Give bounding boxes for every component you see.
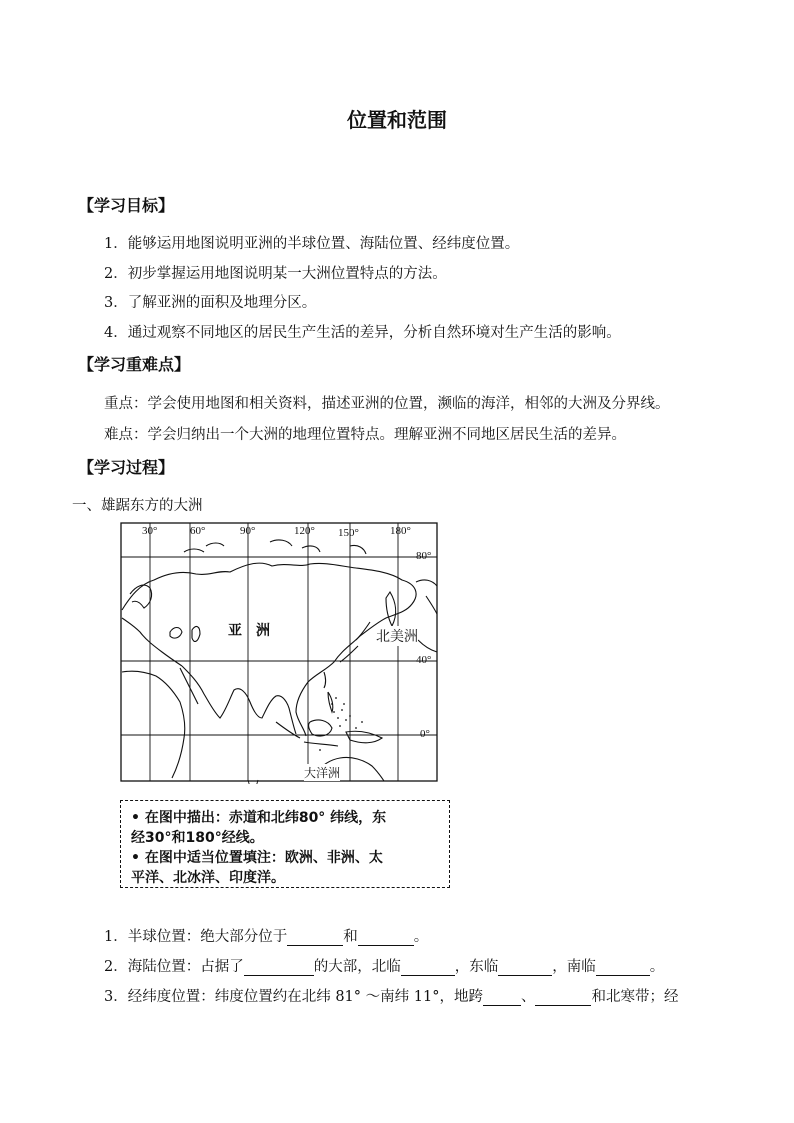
- question-text: 。: [649, 959, 665, 975]
- answer-blank[interactable]: [498, 959, 552, 976]
- graticule: [121, 523, 437, 781]
- longitude-label: 120°: [294, 525, 315, 537]
- question-text: 、: [520, 989, 536, 1005]
- archipelago-dots: [319, 697, 363, 751]
- question-text: 2．海陆位置：占据了: [104, 959, 244, 975]
- longitude-label: 180°: [390, 525, 411, 537]
- objective-item: 3．了解亚洲的面积及地理分区。: [104, 295, 317, 311]
- question-text: ，南临: [552, 959, 596, 975]
- question-text: 3．经纬度位置：纬度位置约在北纬 81° ～南纬 11°，地跨: [104, 989, 483, 1005]
- question-text: 和北寒带；经: [591, 989, 679, 1005]
- keypoints-heading: 【学习重难点】: [78, 355, 191, 374]
- longitude-label: 30°: [142, 525, 158, 537]
- keypoint-item: 难点：学会归纳出一个大洲的地理位置特点。理解亚洲不同地区居民生活的差异。: [104, 427, 626, 443]
- question-text: ，东临: [454, 959, 499, 975]
- answer-blank[interactable]: [358, 929, 414, 946]
- asia-map: [120, 522, 438, 782]
- question-text: 的大部，北临: [313, 959, 401, 975]
- latitude-label: 40°: [416, 654, 432, 666]
- longitude-label: 60°: [190, 525, 206, 537]
- longitude-label: 150°: [338, 527, 359, 539]
- callout-line: • 在图中描出：赤道和北纬80° 纬线，东: [131, 810, 387, 826]
- oceania-label: 大洋洲: [304, 766, 341, 780]
- longitude-label: 90°: [240, 525, 256, 537]
- page-title: 位置和范围: [347, 108, 447, 132]
- callout-line: • 在图中适当位置填注：欧洲、非洲、太: [131, 850, 383, 866]
- answer-blank[interactable]: [244, 959, 314, 976]
- objectives-heading: 【学习目标】: [78, 196, 175, 215]
- callout-line: 经30°和180°经线。: [131, 830, 264, 846]
- answer-blank[interactable]: [535, 989, 591, 1006]
- answer-blank[interactable]: [287, 929, 343, 946]
- north-america-label: 北美洲: [376, 626, 418, 646]
- question-text: 。: [413, 929, 429, 945]
- latitude-label: 80°: [416, 550, 432, 562]
- part-title: 一、雄踞东方的大洲: [72, 498, 203, 514]
- process-heading: 【学习过程】: [78, 458, 175, 477]
- instruction-callout: [120, 800, 450, 888]
- question-text: 1．半球位置：绝大部分位于: [104, 929, 288, 945]
- question-text: 和: [343, 929, 358, 945]
- question-3: [104, 985, 678, 1006]
- keypoint-item: 重点：学会使用地图和相关资料，描述亚洲的位置，濒临的海洋，相邻的大洲及分界线。: [104, 396, 670, 412]
- question-1: [104, 925, 428, 946]
- question-2: [104, 955, 664, 976]
- answer-blank[interactable]: [483, 989, 521, 1006]
- objective-item: 4．通过观察不同地区的居民生产生活的差异，分析自然环境对生产生活的影响。: [104, 325, 621, 341]
- objective-item: 2．初步掌握运用地图说明某一大洲位置特点的方法。: [104, 266, 447, 282]
- objective-item: 1．能够运用地图说明亚洲的半球位置、海陆位置、经纬度位置。: [104, 236, 520, 252]
- answer-blank[interactable]: [401, 959, 455, 976]
- asia-label: 亚 洲: [228, 623, 270, 639]
- latitude-label: 0°: [420, 728, 430, 740]
- callout-line: 平洋、北冰洋、印度洋。: [131, 870, 285, 886]
- map-graphic: [120, 522, 438, 784]
- coastlines: [122, 540, 437, 781]
- answer-blank[interactable]: [596, 959, 650, 976]
